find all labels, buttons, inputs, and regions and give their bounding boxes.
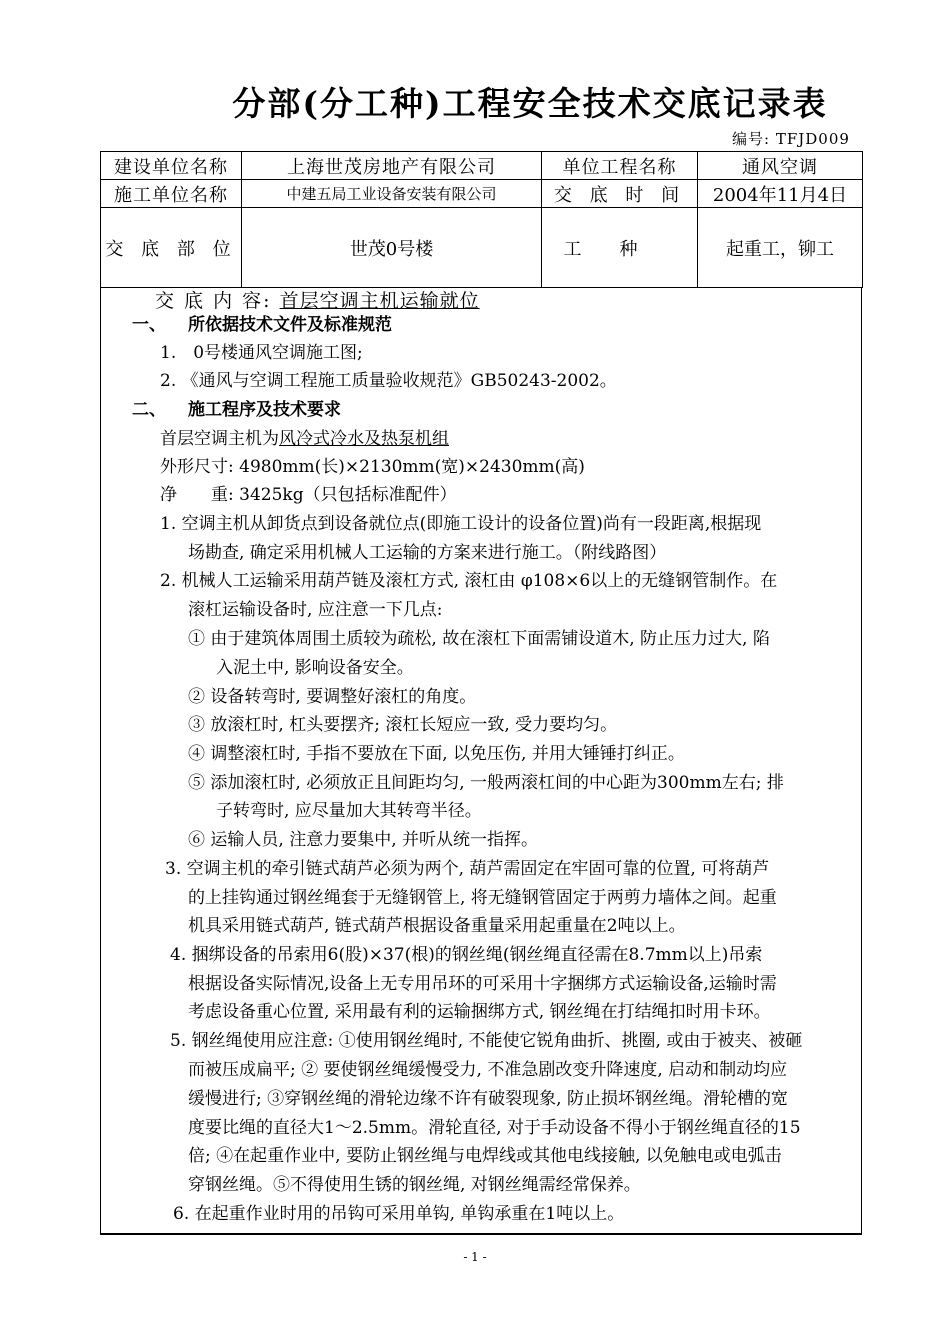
build-unit-value: 上海世茂房地产有限公司 — [242, 152, 542, 180]
caution-5: 子转弯时, 应尽量加大其转弯半径。 — [216, 801, 482, 821]
intro-prefix: 首层空调主机为 — [160, 429, 279, 449]
paragraph-5: 而被压成扁平; ② 要使钢丝绳缓慢受力, 不准急剧改变升降速度, 启动和制动均应 — [188, 1060, 788, 1080]
document-number: 编号: TFJD009 — [732, 130, 850, 148]
trade-value: 起重工，铆工 — [698, 208, 863, 288]
part-label: 交 底 部 位 — [101, 208, 242, 288]
paragraph-4: 4. 捆绑设备的吊索用6(股)×37(根)的钢丝绳(钢丝绳直径需在8.7mm以上)吊索 — [170, 945, 763, 965]
caution-4: ④ 调整滚杠时, 手指不要放在下面, 以免压伤, 并用大锤锤打纠正。 — [188, 744, 685, 764]
paragraph-5: 度要比绳的直径大1～2.5mm。滑轮直径, 对于手动设备不得小于钢丝绳直径的15 — [188, 1118, 801, 1138]
caution-2: ② 设备转弯时, 要调整好滚杠的角度。 — [188, 687, 477, 707]
paragraph-5: 倍; ④在起重作业中, 要防止钢丝绳与电焊线或其他电线接触, 以免触电或电弧击 — [188, 1146, 782, 1166]
paragraph-1: 1. 空调主机从卸货点到设备就位点(即施工设计的设备位置)尚有一段距离,根据现 — [160, 514, 762, 534]
page-number: - 1 - — [463, 1250, 487, 1264]
paragraph-5: 穿钢丝绳。⑤不得使用生锈的钢丝绳, 对钢丝绳需经常保养。 — [188, 1175, 641, 1195]
paragraph-3: 的上挂钩通过钢丝绳套于无缝钢管上, 将无缝钢管固定于两剪力墙体之间。起重 — [188, 888, 777, 908]
dimensions-line: 外形尺寸: 4980mm(长)×2130mm(宽)×2430mm(高) — [160, 457, 585, 477]
section1-number: 一、 — [132, 315, 166, 335]
project-label: 单位工程名称 — [542, 152, 698, 180]
content-heading-value: 首层空调主机运输就位 — [279, 290, 480, 312]
caution-5: ⑤ 添加滚杠时, 必须放正且间距均匀, 一般两滚杠间的中心距为300mm左右; 排 — [188, 773, 784, 793]
caution-6: ⑥ 运输人员, 注意力要集中, 并听从统一指挥。 — [188, 830, 539, 850]
construct-unit-value: 中建五局工业设备安装有限公司 — [242, 180, 542, 208]
paragraph-6: 6. 在起重作业时用的吊钩可采用单钩, 单钩承重在1吨以上。 — [173, 1204, 625, 1224]
header-table — [100, 151, 863, 288]
build-unit-label: 建设单位名称 — [101, 152, 242, 180]
paragraph-4: 考虑设备重心位置, 采用最有利的运输捆绑方式, 钢丝绳在打结绳扣时用卡环。 — [188, 1002, 771, 1022]
intro-value: 风冷式冷水及热泵机组 — [279, 429, 449, 449]
weight-line: 净 重: 3425kg（只包括标准配件） — [160, 485, 457, 505]
date-value: 2004年11月4日 — [698, 180, 863, 208]
section1-item: 2. 《通风与空调工程施工质量验收规范》GB50243-2002。 — [160, 371, 617, 391]
paragraph-4: 根据设备实际情况,设备上无专用吊环的可采用十字捆绑方式运输设备,运输时需 — [188, 974, 777, 994]
section1-title: 所依据技术文件及标准规范 — [188, 315, 392, 335]
document-title: 分部(分工种)工程安全技术交底记录表 — [232, 84, 828, 123]
construct-unit-label: 施工单位名称 — [101, 180, 242, 208]
intro-line — [160, 428, 449, 450]
trade-label: 工种 — [542, 208, 698, 288]
paragraph-2: 2. 机械人工运输采用葫芦链及滚杠方式, 滚杠由 φ108×6以上的无缝钢管制作。在 — [160, 571, 778, 591]
section2-title: 施工程序及技术要求 — [188, 400, 341, 420]
paragraph-2: 滚杠运输设备时, 应注意一下几点: — [188, 600, 443, 620]
content-heading — [155, 290, 480, 312]
caution-1: ① 由于建筑体周围土质较为疏松, 故在滚杠下面需铺设道木, 防止压力过大, 陷 — [188, 629, 770, 649]
section2-number: 二、 — [132, 400, 166, 420]
caution-3: ③ 放滚杠时, 杠头要摆齐; 滚杠长短应一致, 受力要均匀。 — [188, 715, 618, 735]
paragraph-3: 3. 空调主机的牵引链式葫芦必须为两个, 葫芦需固定在牢固可靠的位置, 可将葫芦 — [165, 859, 770, 879]
caution-1: 入泥土中, 影响设备安全。 — [216, 658, 414, 678]
part-value: 世茂0号楼 — [242, 208, 542, 288]
paragraph-1: 场勘查, 确定采用机械人工运输的方案来进行施工。（附线路图） — [188, 543, 667, 563]
date-label: 交 底 时 间 — [542, 180, 698, 208]
paragraph-5: 缓慢进行; ③穿钢丝绳的滑轮边缘不许有破裂现象, 防止损坏钢丝绳。滑轮槽的宽 — [188, 1089, 788, 1109]
content-heading-label: 交 底 内 容: — [155, 290, 272, 312]
paragraph-3: 机具采用链式葫芦, 链式葫芦根据设备重量采用起重量在2吨以上。 — [188, 916, 686, 936]
section1-item: 1. 0号楼通风空调施工图; — [160, 343, 363, 363]
project-value: 通风空调 — [698, 152, 863, 180]
paragraph-5: 5. 钢丝绳使用应注意: ①使用钢丝绳时, 不能使它锐角曲折、挑圈, 或由于被夹、被砸 — [170, 1031, 803, 1051]
